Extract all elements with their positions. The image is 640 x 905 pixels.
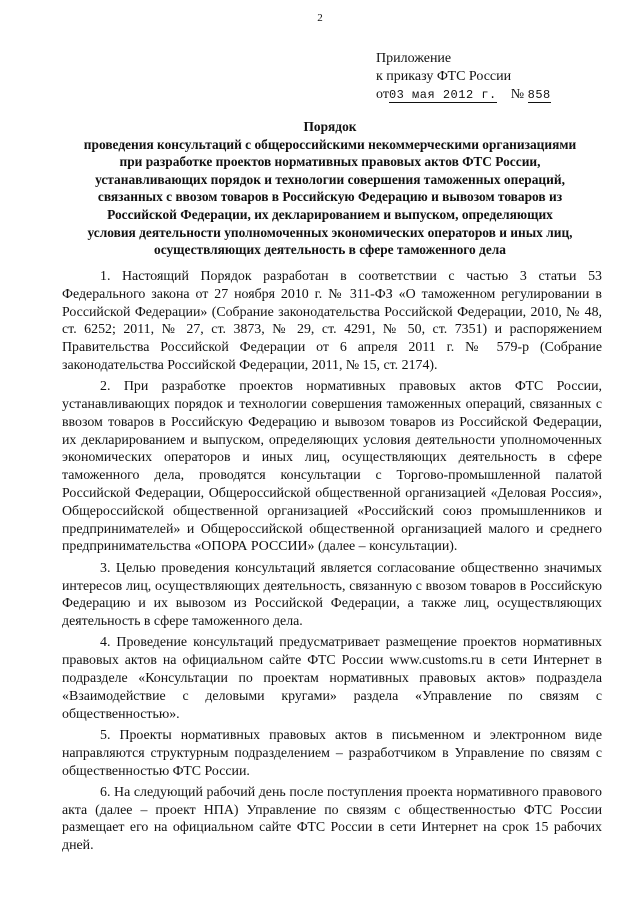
- appendix-order-ref: к приказу ФТС России: [376, 69, 512, 84]
- page-number: 2: [317, 12, 323, 24]
- appendix-title: Приложение: [376, 51, 452, 66]
- title-line: условия деятельности уполномоченных экономических операторов и иных лиц,: [87, 224, 573, 240]
- title-line: проведения консультаций с общероссийскими некоммерческими организациями: [83, 136, 577, 152]
- paragraph-5: 5. Проекты нормативных правовых актов в письменном и электронном виде направляются структурным подразделением – разработчиком в Управление по связям с общественностью ФТС России.: [62, 727, 602, 779]
- title-line: Российской Федерации, их декларированием и выпуском, определяющих: [107, 206, 553, 222]
- title-line: устанавливающих порядок и технологии совершения таможенных операций,: [95, 171, 565, 187]
- paragraph-1: 1. Настоящий Порядок разработан в соответствии с частью 3 статьи 53 Федерального закона от 27 ноября 2010 г. № 311-ФЗ «О таможенном регулировании в Российской Федерации» (Собрание законодательства Российской Федерации, 2010, № 48, ст. 6252; 2011, № 27, ст. 3873, № 29, ст. 4291, № 50, ст. 7351) и распоряжением Правительства Российской Федерации от 6 апреля 2011 г. № 579-р (Собрание законодательства Российской Федерации, 2011, № 15, ст. 2174).: [62, 269, 602, 373]
- document-title: [44, 118, 616, 259]
- title-heading: Порядок: [303, 119, 357, 134]
- appendix-date-line: [376, 86, 616, 104]
- number-prefix: №: [510, 87, 525, 102]
- document-body: [62, 268, 602, 859]
- date-prefix: от: [376, 87, 389, 102]
- order-number: 858: [527, 88, 551, 102]
- title-line: при разработке проектов нормативных правовых актов ФТС России,: [119, 154, 541, 170]
- paragraph-2: 2. При разработке проектов нормативных правовых актов ФТС России, устанавливающих порядок и технологии совершения таможенных операций, связанных с ввозом товаров в Российскую Федерацию и вывозом товаров из Российской Федерации, их декларированием и выпуском, определяющих условия деятельности уполномоченных экономических операторов и иных лиц, осуществляющих деятельность в сфере таможенного дела, проводятся консультации с Торгово-промышленной палатой Российской Федерации, Общероссийской общественной организацией «Деловая Россия», Общероссийской общественной организацией «Российский союз промышленников и предпринимателей» и Общероссийской общественной организацией малого и среднего предпринимательства «ОПОРА РОССИИ» (далее – консультации).: [62, 379, 602, 555]
- title-line: связанных с ввозом товаров в Российскую Федерацию и вывозом товаров из: [97, 189, 563, 205]
- paragraph-6: 6. На следующий рабочий день после поступления проекта нормативного правового акта (далее – проект НПА) Управление по связям с общественностью ФТС России размещает его на официальном сайте ФТС России в сети Интернет на срок 15 рабочих дней.: [62, 784, 602, 854]
- paragraph-4: 4. Проведение консультаций предусматривает размещение проектов нормативных правовых актов на официальном сайте ФТС России www.customs.ru в сети Интернет в подразделе «Консультации по проектам нормативных правовых актов» подраздела «Взаимодействие с деловыми кругами» раздела «Управление по связям с общественностью».: [62, 635, 602, 722]
- order-date: 03 мая 2012 г.: [388, 88, 497, 102]
- paragraph-3: 3. Целью проведения консультаций является согласование общественно значимых интересов лиц, осуществляющих деятельность, связанную с ввозом товаров в Российскую Федерацию и их вывозом из Российской Федерации, а также лиц, осуществляющих деятельность в сфере таможенного дела.: [62, 560, 602, 630]
- title-line: осуществляющих деятельность в сфере таможенного дела: [154, 242, 506, 258]
- appendix-block: [376, 50, 616, 104]
